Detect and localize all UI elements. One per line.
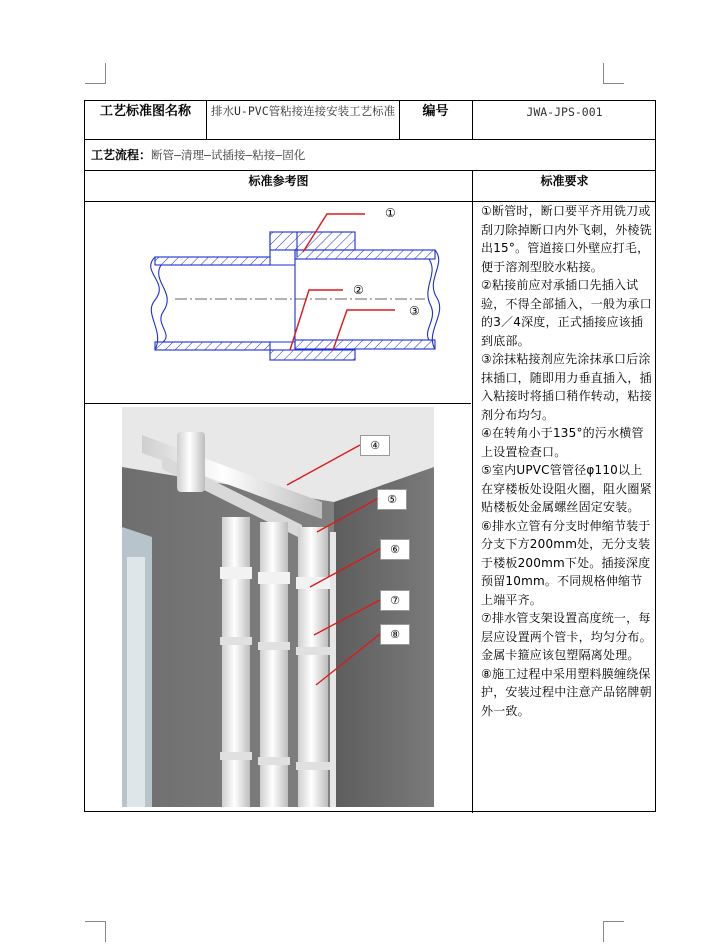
col-divider bbox=[472, 170, 473, 813]
photo-tag-8: ⑧ bbox=[380, 624, 410, 645]
process-steps: 断管—清理—试插接—粘接—固化 bbox=[151, 148, 306, 162]
column-header-requirements: 标准要求 bbox=[540, 174, 589, 188]
requirement-item: ④在转角小于135°的污水横管上设置检查口。 bbox=[481, 426, 644, 459]
process-row bbox=[91, 147, 651, 163]
installation-photo bbox=[122, 407, 434, 807]
row-divider bbox=[85, 403, 471, 404]
name-label: 工艺标准图名称 bbox=[99, 104, 191, 119]
standard-sheet-table bbox=[84, 100, 656, 812]
requirement-item: ⑦排水管支架设置高度统一，每层应设置两个管卡，均匀分布。金属卡箍应该包塑隔离处理。 bbox=[481, 611, 652, 662]
crop-mark-bottom-left bbox=[85, 921, 106, 942]
row-divider bbox=[85, 139, 655, 140]
photo-tag-4: ④ bbox=[360, 435, 390, 456]
column-header-reference: 标准参考图 bbox=[248, 174, 309, 188]
name-value: 排水U-PVC管粘接连接安装工艺标准 bbox=[211, 104, 396, 118]
crop-mark-bottom-right bbox=[603, 921, 624, 942]
requirement-item: ⑧施工过程中采用塑料膜缠绕保护，安装过程中注意产品铭牌朝外一致。 bbox=[481, 666, 652, 718]
requirements-list bbox=[477, 202, 657, 720]
requirement-item: ②粘接前应对承插口先插入试验，不得全部插入，一般为承口的3／4深度，正式插接应该插到底部。 bbox=[481, 278, 652, 348]
callout-3: ③ bbox=[409, 304, 420, 318]
row-divider bbox=[85, 170, 655, 171]
number-value: JWA-JPS-001 bbox=[526, 105, 603, 119]
photo-tag-7: ⑦ bbox=[380, 590, 410, 611]
crop-mark-top-left bbox=[85, 63, 106, 84]
number-label: 编号 bbox=[422, 104, 449, 119]
photo-tag-6: ⑥ bbox=[380, 539, 410, 560]
photo-tag-5: ⑤ bbox=[377, 489, 407, 510]
crop-mark-top-right bbox=[603, 63, 624, 84]
callout-2: ② bbox=[353, 283, 364, 297]
col-divider bbox=[206, 101, 207, 139]
callout-1: ① bbox=[385, 206, 396, 220]
process-label: 工艺流程： bbox=[91, 148, 152, 162]
pipe-joint-diagram bbox=[85, 202, 472, 402]
requirement-item: ①断管时，断口要平齐用铣刀或刮刀除掉断口内外飞刺，外棱铣出15°。管道接口外壁应打毛，便于溶剂型胶水粘接。 bbox=[481, 204, 652, 274]
requirement-item: ⑤室内UPVC管管径φ110以上在穿楼板处设阻火圈，阻火圈紧贴楼板处金属螺丝固定安装。 bbox=[481, 463, 652, 514]
requirement-item: ③涂抹粘接剂应先涂抹承口后涂抹插口，随即用力垂直插入，插入粘接时将插口稍作转动，粘接剂分布均匀。 bbox=[481, 352, 652, 422]
requirement-item: ⑥排水立管有分支时伸缩节装于分支下方200mm处，无分支装于楼板200mm下处。插接深度预留10mm。不同规格伸缩节上端平齐。 bbox=[481, 518, 651, 607]
